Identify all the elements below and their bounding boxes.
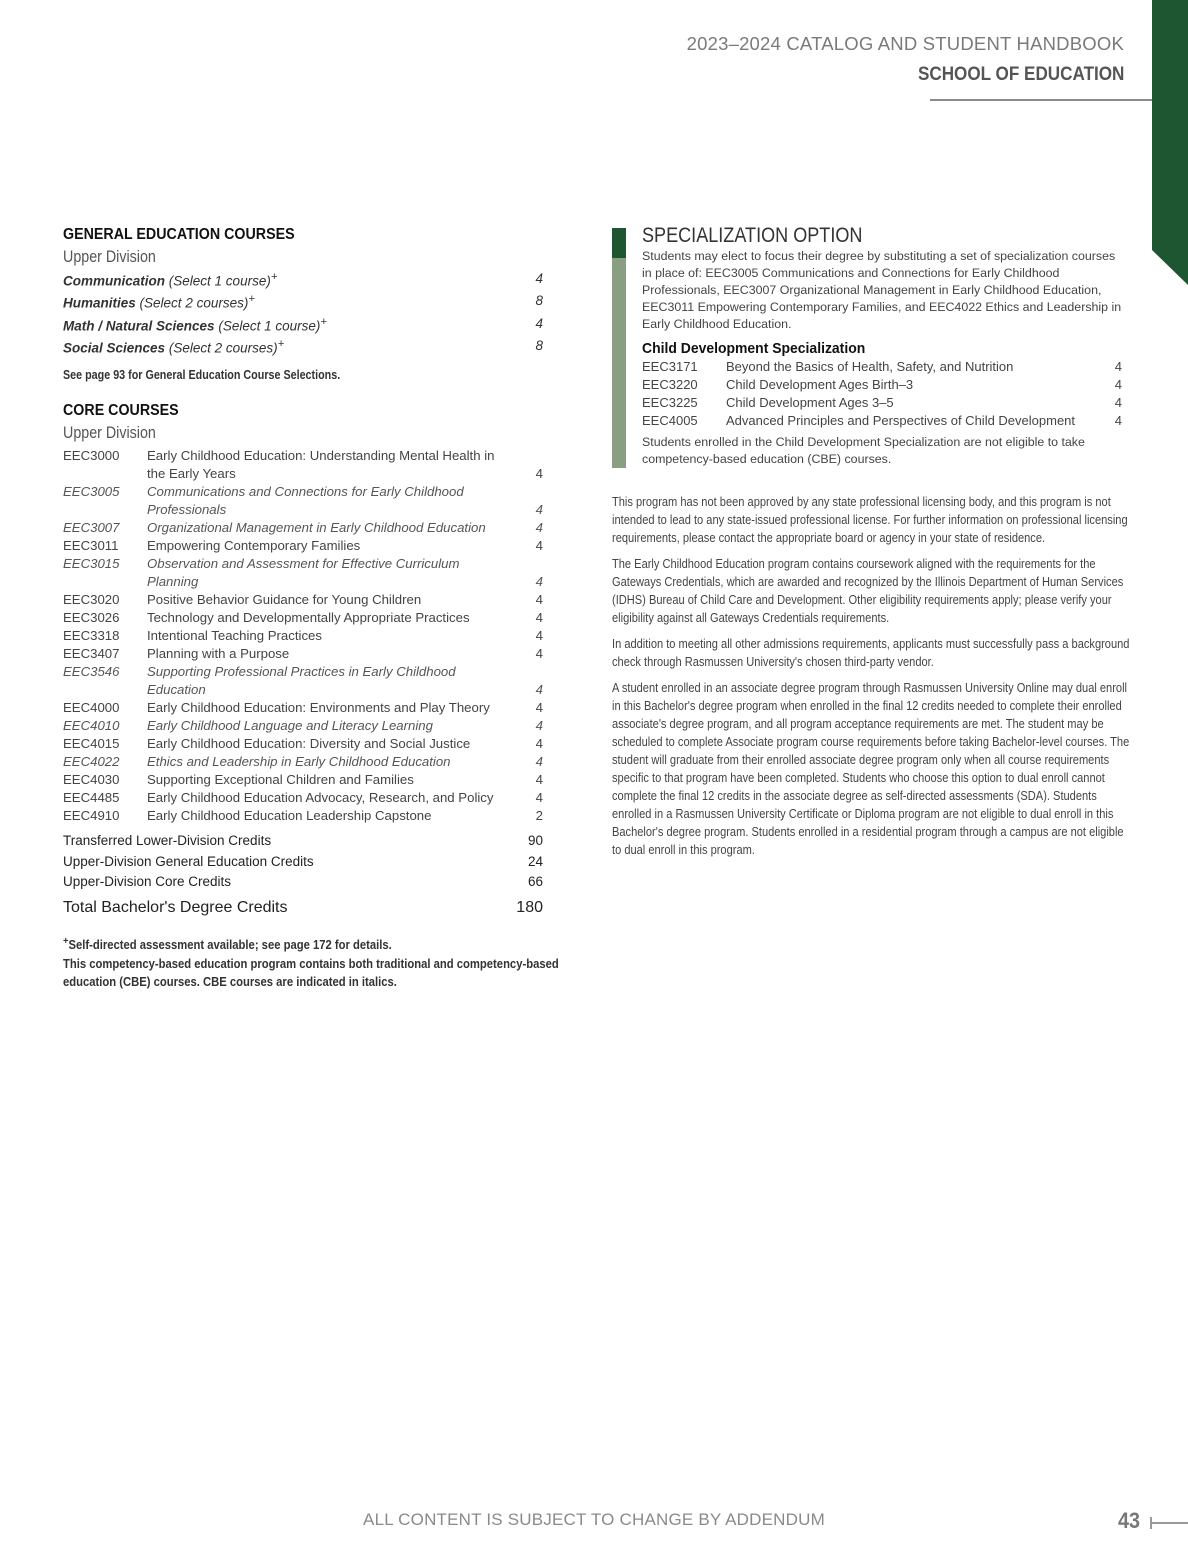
specialization-title: SPECIALIZATION OPTION <box>642 224 863 247</box>
footnote-mark: + <box>63 936 69 948</box>
credit-totals <box>63 833 543 895</box>
program-notes <box>612 493 1188 867</box>
core-course-row <box>63 519 543 537</box>
gen-ed-row <box>63 293 543 315</box>
credit-total-label: Transferred Lower-Division Credits <box>63 833 272 849</box>
course-code: EEC3220 <box>642 377 698 392</box>
grand-total-value: 180 <box>516 898 543 916</box>
course-credits: 4 <box>535 466 543 482</box>
course-code: EEC3318 <box>63 628 120 644</box>
gen-ed-note: See page 93 for General Education Course Selections. <box>63 368 341 383</box>
course-code: EEC4910 <box>63 808 120 824</box>
gen-ed-select: (Select 1 course) <box>168 273 271 289</box>
gen-ed-area: Math / Natural Sciences <box>63 318 215 334</box>
course-credits: 4 <box>535 610 543 626</box>
course-title: Communications and Connections for Early Childhood Professionals <box>147 484 464 518</box>
course-code: EEC4030 <box>63 772 120 788</box>
course-title: Empowering Contemporary Families <box>147 538 361 554</box>
credit-total-label: Upper-Division Core Credits <box>63 874 232 890</box>
gen-ed-area-text <box>63 293 255 315</box>
gen-ed-credits: 4 <box>535 315 543 331</box>
course-title: Advanced Principles and Perspectives of Child Development <box>726 413 1076 428</box>
course-credits: 4 <box>535 772 543 788</box>
course-title: Early Childhood Education: Understanding Mental Health in the Early Years <box>147 448 495 482</box>
core-course-row <box>63 537 543 555</box>
gen-ed-area: Social Sciences <box>63 340 166 356</box>
course-credits: 4 <box>535 628 543 644</box>
course-credits: 4 <box>1114 413 1122 428</box>
core-heading: CORE COURSES <box>63 402 179 420</box>
gen-ed-heading: GENERAL EDUCATION COURSES <box>63 226 295 243</box>
gen-ed-credits: 8 <box>535 337 543 353</box>
credit-total-value: 24 <box>527 853 543 869</box>
footer-disclaimer: ALL CONTENT IS SUBJECT TO CHANGE BY ADDENDUM <box>363 1510 825 1529</box>
catalog-title: 2023–2024 CATALOG AND STUDENT HANDBOOK <box>686 33 1124 54</box>
specialization-accent-top <box>612 228 626 258</box>
gen-ed-credits: 4 <box>535 271 543 286</box>
course-credits: 4 <box>535 520 543 536</box>
credit-total-value: 90 <box>527 833 543 849</box>
core-course-row <box>63 555 543 591</box>
self-directed-mark: + <box>320 315 327 328</box>
course-title: Early Childhood Education: Environments and Play Theory <box>147 700 490 716</box>
footnotes <box>63 933 563 992</box>
core-course-row <box>63 483 543 519</box>
specialization-course-row <box>642 412 1122 430</box>
course-credits: 4 <box>535 790 543 806</box>
course-code: EEC4010 <box>63 718 120 734</box>
program-note-paragraph: A student enrolled in an associate degree program through Rasmussen University Online may dual enroll in this Bachelor's degree program when enrolled in the final 12 credits needed to complete their enrolled associate's degree program, and all program acceptance requirements are met. The student may be scheduled to complete Associate program course requirements before taking Bachelor-level courses. The student will graduate from their enrolled associate degree program only when all course requirements specific to that program have been completed. Students who choose this option to dual enroll cannot complete the final 12 credits in the associate degree as self-directed assessments (SDA). Students enrolled in a Rasmussen University Certificate or Diploma program are not eligible to dual enroll in this Bachelor's degree program. Students enrolled in a residential program through a campus are not eligible to dual enroll in this program. <box>612 681 1130 857</box>
gen-ed-area: Communication <box>63 273 166 289</box>
gen-ed-select: (Select 2 courses) <box>168 340 278 356</box>
core-course-row <box>63 717 543 735</box>
course-credits: 4 <box>535 574 543 590</box>
core-course-row <box>63 645 543 663</box>
course-code: EEC3000 <box>63 448 120 464</box>
course-title: Child Development Ages 3–5 <box>726 395 894 410</box>
gen-ed-select: (Select 2 courses) <box>139 295 249 311</box>
course-title: Technology and Developmentally Appropriate Practices <box>147 610 470 626</box>
course-credits: 4 <box>1114 395 1122 410</box>
course-title: Planning with a Purpose <box>147 646 290 662</box>
specialization-section <box>642 224 1122 468</box>
course-code: EEC3225 <box>642 395 698 410</box>
specialization-course-row <box>642 376 1122 394</box>
self-directed-mark: + <box>270 271 278 283</box>
course-title: Supporting Exceptional Children and Families <box>147 772 414 788</box>
course-credits: 4 <box>1114 377 1122 392</box>
credit-total-row <box>63 854 543 875</box>
course-title: Early Childhood Education: Diversity and Social Justice <box>147 736 471 752</box>
course-title: Ethics and Leadership in Early Childhood Education <box>147 754 451 770</box>
footnote-cbe: This competency-based education program contains both traditional and competency-based education (CBE) courses. CBE courses are indicated in italics. <box>63 956 559 990</box>
self-directed-mark: + <box>248 293 255 306</box>
core-course-row <box>63 447 543 483</box>
course-code: EEC4015 <box>63 736 120 752</box>
left-column <box>63 226 559 992</box>
credit-total-row <box>63 874 543 895</box>
course-credits: 4 <box>535 502 543 518</box>
course-credits: 4 <box>535 538 543 554</box>
course-title: Organizational Management in Early Childhood Education <box>147 520 486 536</box>
core-course-row <box>63 807 543 825</box>
course-code: EEC4005 <box>642 413 698 428</box>
specialization-accent-bar <box>612 228 626 468</box>
course-title: Intentional Teaching Practices <box>147 628 322 644</box>
gen-ed-select: (Select 1 course) <box>218 318 321 334</box>
core-course-row <box>63 627 543 645</box>
school-title: SCHOOL OF EDUCATION <box>917 64 1124 85</box>
course-code: EEC3011 <box>63 538 119 554</box>
course-title: Supporting Professional Practices in Early Childhood Education <box>147 664 456 698</box>
course-title: Early Childhood Education Advocacy, Research, and Policy <box>147 790 494 806</box>
specialization-intro: Students may elect to focus their degree by substituting a set of specialization courses in place of: EEC3005 Communications and Connections for Early Childhood Professionals, EEC3007 Organizational Management in Early Childhood Education, EEC3011 Empowering Contemporary Families, and EEC4022 Ethics and Leadership in Early Childhood Education. <box>642 249 1122 331</box>
credit-total-value: 66 <box>527 874 543 890</box>
grand-total-label: Total Bachelor's Degree Credits <box>63 898 288 916</box>
course-credits: 4 <box>1114 359 1122 374</box>
gen-ed-list <box>63 271 543 360</box>
core-course-list <box>63 447 543 825</box>
section-tab <box>1152 0 1188 285</box>
self-directed-mark: + <box>277 337 285 350</box>
course-code: EEC3026 <box>63 610 120 626</box>
header-divider <box>930 99 1152 101</box>
specialization-course-row <box>642 358 1122 376</box>
gen-ed-area-text <box>63 271 277 293</box>
course-code: EEC3546 <box>63 664 120 680</box>
gen-ed-row <box>63 338 543 360</box>
course-credits: 2 <box>535 808 543 824</box>
core-course-row <box>63 789 543 807</box>
core-course-row <box>63 735 543 753</box>
gen-ed-subheading: Upper Division <box>63 247 156 266</box>
core-course-row <box>63 591 543 609</box>
course-credits: 4 <box>535 754 543 770</box>
page-number-line <box>1152 1522 1188 1524</box>
course-credits: 4 <box>535 646 543 662</box>
course-title: Beyond the Basics of Health, Safety, and Nutrition <box>726 359 1014 374</box>
gen-ed-row <box>63 316 543 338</box>
specialization-note: Students enrolled in the Child Development Specialization are not eligible to take competency-based education (CBE) courses. <box>642 435 1085 466</box>
core-course-row <box>63 609 543 627</box>
specialization-subtitle: Child Development Specialization <box>642 340 866 357</box>
course-credits: 4 <box>535 736 543 752</box>
course-code: EEC3020 <box>63 592 120 608</box>
course-credits: 4 <box>535 718 543 734</box>
specialization-course-row <box>642 394 1122 412</box>
course-code: EEC3407 <box>63 646 120 662</box>
program-note-paragraph: The Early Childhood Education program contains coursework aligned with the requirements for the Gateways Credentials, which are awarded and recognized by the Illinois Department of Human Services (IDHS) Bureau of Child Care and Development. Other eligibility requirements apply; please verify your eligibility against all Gateways Credentials requirements. <box>612 557 1124 625</box>
course-code: EEC4485 <box>63 790 120 806</box>
core-subheading: Upper Division <box>63 423 156 443</box>
gen-ed-credits: 8 <box>535 293 543 309</box>
course-code: EEC4000 <box>63 700 120 716</box>
grand-total-row <box>63 899 543 920</box>
footnote-self-directed: +Self-directed assessment available; see page 172 for details. <box>63 936 392 953</box>
course-credits: 4 <box>535 592 543 608</box>
course-credits: 4 <box>535 700 543 716</box>
gen-ed-area-text <box>63 338 284 360</box>
course-code: EEC3007 <box>63 520 120 536</box>
gen-ed-row <box>63 271 543 293</box>
course-title: Early Childhood Language and Literacy Learning <box>147 718 433 734</box>
course-code: EEC3015 <box>63 556 120 572</box>
core-course-row <box>63 663 543 699</box>
course-title: Observation and Assessment for Effective Curriculum Planning <box>147 556 460 590</box>
course-title: Child Development Ages Birth–3 <box>726 377 914 392</box>
credit-total-label: Upper-Division General Education Credits <box>63 853 314 869</box>
course-title: Positive Behavior Guidance for Young Children <box>147 592 422 608</box>
program-note-paragraph: This program has not been approved by any state professional licensing body, and this program is not intended to lead to any state-issued professional license. For further information on professional licensing requirements, please contact the appropriate board or agency in your state of residence. <box>612 495 1128 545</box>
course-code: EEC3171 <box>642 359 698 374</box>
gen-ed-area-text <box>63 316 327 338</box>
course-code: EEC3005 <box>63 484 120 500</box>
core-course-row <box>63 699 543 717</box>
core-course-row <box>63 771 543 789</box>
course-credits: 4 <box>535 682 543 698</box>
credit-total-row <box>63 833 543 854</box>
specialization-course-list <box>642 358 1122 430</box>
page-number: 43 <box>1118 1508 1141 1533</box>
core-course-row <box>63 753 543 771</box>
gen-ed-area: Humanities <box>63 295 136 311</box>
program-note-paragraph: In addition to meeting all other admissions requirements, applicants must successfully pass a background check through Rasmussen University's chosen third-party vendor. <box>612 637 1130 669</box>
course-title: Early Childhood Education Leadership Capstone <box>147 808 432 824</box>
course-code: EEC4022 <box>63 754 120 770</box>
